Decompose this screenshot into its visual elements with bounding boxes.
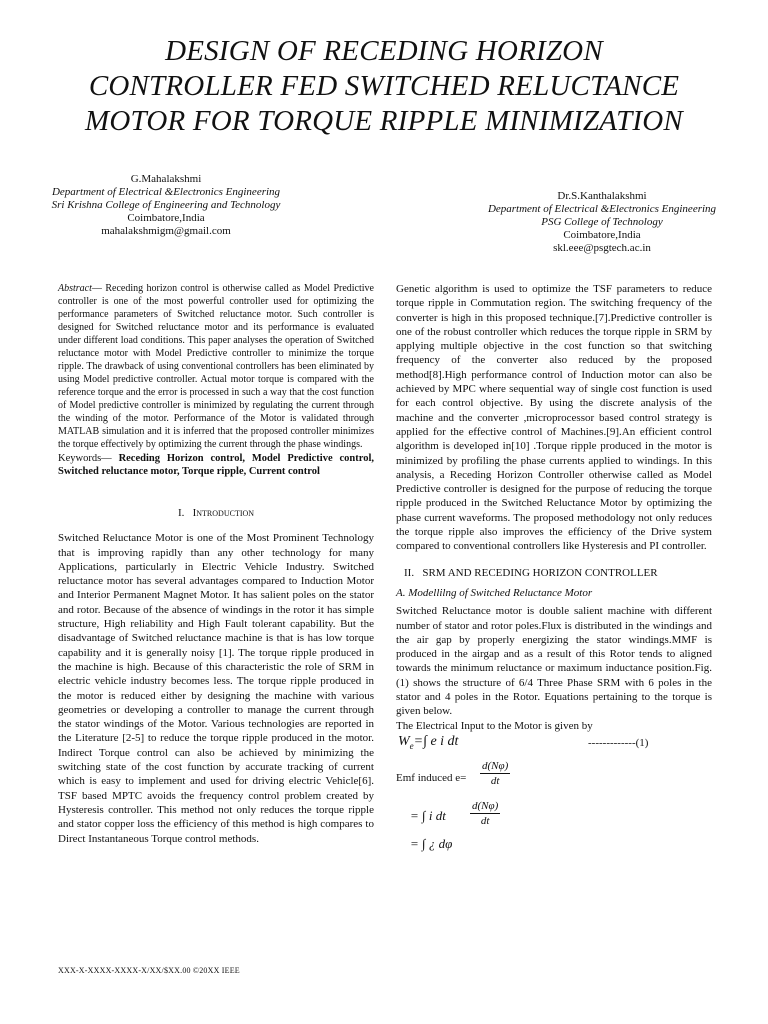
electrical-input-text: The Electrical Input to the Motor is given by [396, 719, 593, 732]
author-email[interactable]: mahalakshmigm@gmail.com [101, 225, 231, 237]
section-title: Introduction [192, 507, 255, 519]
subsection-heading: A. Modellilng of Switched Reluctance Motor [396, 586, 593, 599]
section-title: SRM AND RECEDING HORIZON CONTROLLER [422, 566, 658, 579]
eq2-fraction [470, 799, 500, 829]
eq2-lhs: = ∫ i dt [410, 807, 446, 823]
section-number: I. [177, 507, 185, 519]
author-institution: Sri Krishna College of Engineering and Technology [51, 199, 281, 211]
section-heading-srm [404, 566, 712, 580]
title-line: DESIGN OF RECEDING HORIZON [165, 35, 603, 67]
left-column [58, 282, 374, 846]
abstract-label: Abstract [58, 283, 92, 294]
author-email[interactable]: skl.eee@psgtech.ac.in [553, 242, 651, 254]
author-dept: Department of Electrical &Electronics Engineering [51, 186, 281, 198]
keywords-text: Receding Horizon control, Model Predictive control, Switched reluctance motor, Torque ripple, Current control [58, 453, 375, 477]
paper-title [20, 34, 748, 139]
eq1-number: -------------(1) [588, 736, 649, 749]
emf-denominator: dt [490, 775, 500, 788]
emf-label: Emf induced e= [396, 771, 467, 784]
author-dept: Department of Electrical &Electronics Engineering [487, 203, 717, 215]
emf-numerator: d(Nφ) [480, 759, 510, 774]
body-paragraph: Switched Reluctance motor is double salient machine with different number of stator and rotor poles.Flux is distributed in the windings and the air gap by properly energizing the stator windings.MMF is produced in the airgap and as a result of this Rotor tends to aligned towards the minimum reluctance or maximum inductance position.Fig.(1) shows the structure of 6/4 Three Phase SRM with 6 poles in the stator and 4 poles in the Rotor. Equations pertaining to the torque is given below. [396, 605, 712, 718]
right-column [396, 282, 712, 857]
author-location: Coimbatore,India [563, 229, 641, 241]
title-line: CONTROLLER FED SWITCHED RELUCTANCE [88, 70, 680, 102]
eq1-rhs: =∫ e i dt [413, 733, 459, 749]
equation-emf [396, 759, 712, 799]
author-name: G.Mahalakshmi [130, 173, 202, 185]
introduction-text: Switched Reluctance Motor is one of the Most Prominent Technology that is improving rapidly than any other technology for many Applications, particularly in Electric Vehicle Industry. Switched reluctance motor has several advantages compared to Induction Motor and Interior Permanent Magnet Motor. It has salient poles on the stator and rotor. Because of the absence of windings in the rotor it has simple structure, High reliability and High Fault tolerant capability. But the disadvantage of Switched reluctance machine is that is has low torque capability and it is generally noisy [1]. The torque ripple produced in the machine is high. Because of this characteristic the role of SRM in electric vehicle industry becomes less. The torque ripple produced in the motor is reduced either by designing the machine with various geometries or developing a controller to manage the current through the stator windings of the Motor. Various technologies are reported in the Literature [2-5] to reduce the torque ripple produced in the motor. Indirect Torque control can also be achieved by minimizing the switching state of the cost function by accurate tracking of current which is easy to implement and used for driving electric Vehicle[6]. TSF based MPTC avoids the frequency control problem created by Hysteresis controller. This method not only reduces the torque ripple and stator copper loss the efficiency of this method is high compares to Direct Instantaneous Torque control methods. [58, 532, 374, 845]
eq1-sub: e [409, 740, 414, 751]
eq2-numerator: d(Nφ) [470, 799, 500, 814]
author-block-1 [48, 173, 284, 238]
equation-1 [396, 733, 712, 755]
author-name: Dr.S.Kanthalakshmi [557, 190, 647, 202]
title-line: MOTOR FOR TORQUE RIPPLE MINIMIZATION [85, 105, 683, 137]
keywords-label: Keywords— [58, 453, 112, 464]
eq1-lhs: W [398, 733, 410, 749]
section-heading-introduction [58, 506, 374, 520]
abstract-text: — Receding horizon control is otherwise called as Model Predictive controller is one of the most powerful controller used for optimizing the performance parameters of Switched reluctance motor. Such controller is designed for Switched reluctance motor and its performance is evaluated under different load conditions. This paper analyses the operation of Switched reluctance motor with Model Predictive controller to minimize the torque ripple. The drawback of using conventional controllers has been eliminated by using Model predictive controller. Actual motor torque is compared with the reference torque and the error is processed in such a way that the cost function of Model predictive controller is minimized by regulating the current through the winding of the motor. Performance of the Motor is validated through MATLAB simulation and it is inferred that the proposed controller minimizes the torque effectively by optimizing the current through the phase windings. [58, 283, 374, 450]
body-paragraph: Genetic algorithm is used to optimize the TSF parameters to reduce torque ripple in Commutation region. The switching frequency of the converter is high in this proposed technique.[7].Predictive controller is one of the robust controller which reduces the torque ripple in SRM by applying multiple objective in the cost function so that switching frequency of the converter also reduced by the proposed method[8].High performance control of Induction motor can also be achieved by MPC where sequential way of single cost function is used for each control objective. By using the discrete analysis of the machine and the converter ,microprocessor based control strategy is applied for the effective control of Machines.[9].An efficient control algorithm is developed in[10] .Torque ripple produced in the motor is minimized by profiling the phase currents applied to windings. In this analysis, a Receding Horizon Controller otherwise called as Model Predictive controller is designed for the purpose of reducing the torque ripple produced in the Switched Reluctance Motor by optimizing the phase current waveforms. The proposed methodology not only reduces the torque ripple also improves the efficiency of the Drive system compared to conventional controllers like Hysteresis and PI controller. [396, 283, 712, 553]
eq3-text: = ∫ ¿ dφ [410, 835, 453, 851]
footer-copyright: XXX-X-XXXX-XXXX-X/XX/$XX.00 ©20XX IEEE [58, 966, 240, 975]
author-institution: PSG College of Technology [541, 216, 663, 228]
emf-fraction [480, 759, 510, 789]
eq2-denominator: dt [480, 815, 490, 828]
author-location: Coimbatore,India [127, 212, 205, 224]
equation-3 [396, 835, 712, 857]
equation-2 [396, 799, 712, 835]
section-number: II. [404, 566, 415, 579]
author-block-2 [484, 190, 720, 255]
abstract [58, 282, 374, 451]
keywords [58, 452, 374, 478]
